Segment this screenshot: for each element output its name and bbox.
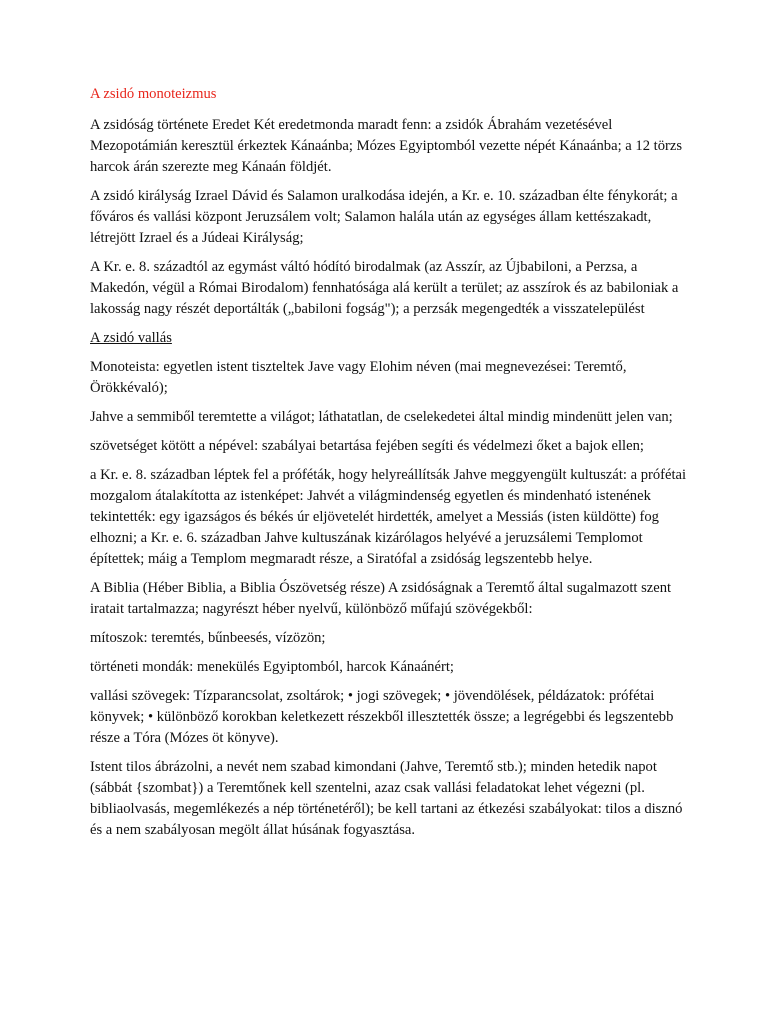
paragraph-bible: A Biblia (Héber Biblia, a Biblia Ószövetség része) A zsidóságnak a Teremtő által sugalmazott szent iratait tartalmazza; nagyrészt héber nyelvű, különböző műfajú szövégekből: [90, 580, 672, 617]
paragraph-religious-texts: vallási szövegek: Tízparancsolat, zsoltárok; • jogi szövegek; • jövendölések, példázatok: prófétai könyvek; • különböző korokban keletkezett részekből illesztették össze; a legrégebbi és legszentebb része a Tóra (Mózes öt könyve). [90, 688, 674, 746]
paragraph-monotheism: Monoteista: egyetlen istent tiszteltek Jave vagy Elohim néven (mai megnevezései: Teremtő, Örökkévaló); [90, 359, 627, 396]
document-page [90, 84, 695, 849]
paragraph-creation: Jahve a semmiből teremtette a világot; láthatatlan, de cselekedetei által mindig mindenütt jelen van; [90, 409, 673, 425]
section-heading-religion: A zsidó vallás [90, 330, 172, 346]
paragraph-origin: A zsidóság története Eredet Két eredetmonda maradt fenn: a zsidók Ábrahám vezetésével Mezopotámián keresztül érkeztek Kánaánba; Mózes Egyiptomból vezette népét Kánaánba; a 12 törzs harcok árán szerezte meg Kánaán földjét. [90, 117, 683, 175]
paragraph-empires: A Kr. e. 8. századtól az egymást váltó hódító birodalmak (az Asszír, az Újbabiloni, a Perzsa, a Makedón, végül a Római Birodalom) fennhatósága alá került a terület; az asszírok és az babiloniak a lakosság nagy részét deportálták („babiloni fogság"); a perzsák megengedték a visszatelepülést [90, 259, 679, 317]
paragraph-prophets: a Kr. e. 8. században léptek fel a próféták, hogy helyreállítsák Jahve meggyengült kultuszát: a prófétai mozgalom átalakította az istenképet: Jahvét a világmindenség egyetlen és mindenható istenének tekintették: egy igazságos és békés úr eljövetelét hirdették, amelyet a Messiás (isten küldötte) fog elhozni; a Kr. e. 6. században Jahve kultuszának kizárólagos helyévé a jeruzsálemi Templomot építettek; máig a Templom megmaradt része, a Siratófal a zsidóság legszentebb helye. [90, 467, 687, 567]
document-title: A zsidó monoteizmus [90, 86, 217, 102]
paragraph-myths: mítoszok: teremtés, bűnbeesés, vízözön; [90, 630, 326, 646]
paragraph-rules: Istent tilos ábrázolni, a nevét nem szabad kimondani (Jahve, Teremtő stb.); minden hetedik napot (sábbát {szombat}) a Teremtőnek kell szentelni, azaz csak vallási feladatokat lehet végezni (pl. bibliaolvasás, megemlékezés a nép történetéről); be kell tartani az étkezési szabályokat: tilos a disznó és a nem szabályosan megölt állat húsának fogyasztása. [90, 759, 683, 838]
paragraph-legends: történeti mondák: menekülés Egyiptomból, harcok Kánaánért; [90, 659, 454, 675]
paragraph-covenant: szövetséget kötött a népével: szabályai betartása fejében segíti és védelmezi őket a bajok ellen; [90, 438, 644, 454]
paragraph-kingdom: A zsidó királyság Izrael Dávid és Salamon uralkodása idején, a Kr. e. 10. században élte fénykorát; a főváros és vallási központ Jeruzsálem volt; Salamon halála után az egységes állam kettészakadt, létrejött Izrael és a Júdeai Királyság; [90, 188, 678, 246]
